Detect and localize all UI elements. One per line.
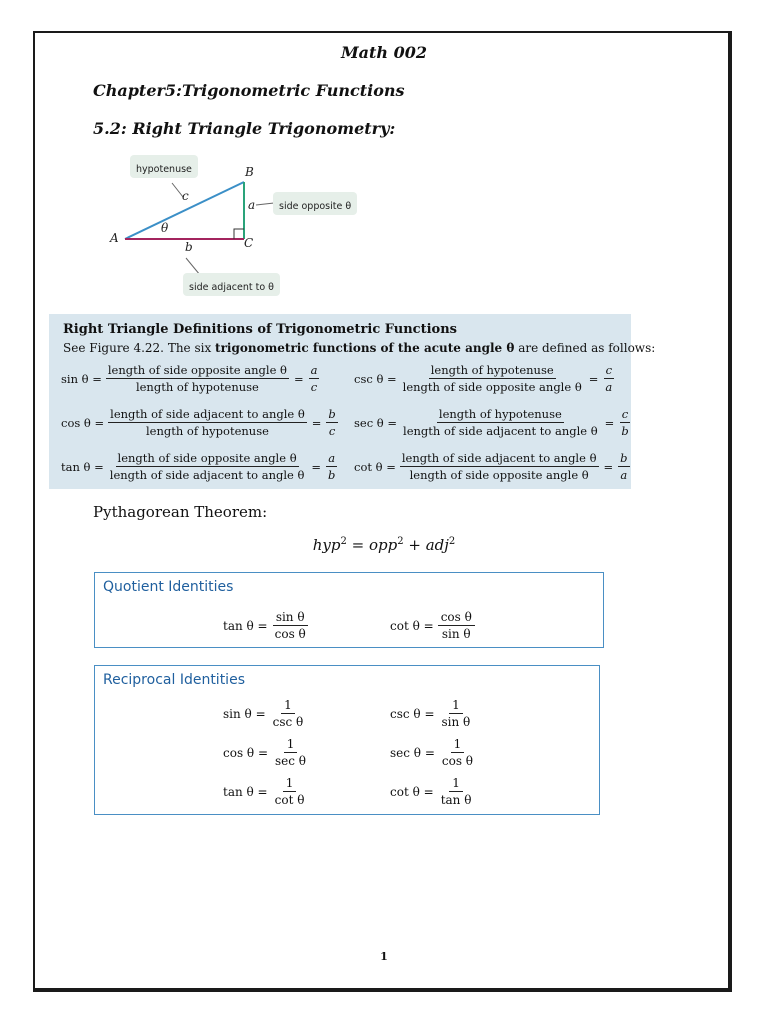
def-csc-rnum: c bbox=[605, 363, 613, 377]
reciprocal-identities-box bbox=[94, 665, 600, 815]
r-tan-num: 1 bbox=[283, 776, 297, 792]
section-heading: 5.2: Right Triangle Trigonometry: bbox=[93, 119, 396, 138]
def-cos-rnum: b bbox=[328, 407, 336, 421]
adjacent-label-pill bbox=[183, 273, 280, 296]
r-csc-num: 1 bbox=[449, 698, 463, 714]
pyth-adj: adj bbox=[425, 536, 449, 554]
r-cot-den: tan θ bbox=[440, 793, 472, 807]
r-sin-den: csc θ bbox=[272, 715, 304, 729]
r-sec-lhs: sec θ = bbox=[390, 745, 435, 760]
def-sec-rden: b bbox=[621, 424, 629, 438]
def-tan-words bbox=[108, 451, 307, 482]
definition-tan: tan θ = $\frac{\text{length of side opposite angle θ}}{\text{length of side adjacent to angle θ}}$ = $\frac{a}{b}$ bbox=[61, 451, 336, 482]
def-cot-lhs: cot θ = bbox=[354, 459, 396, 474]
def-cos-ratio bbox=[326, 407, 337, 438]
reciprocal-tan bbox=[223, 776, 307, 807]
chapter-heading: Chapter5:Trigonometric Functions bbox=[93, 81, 405, 100]
def-cot-rden: a bbox=[620, 468, 628, 482]
side-a-label: a bbox=[248, 198, 256, 212]
def-cot-rnum: b bbox=[620, 451, 628, 465]
side-c-label: c bbox=[182, 189, 189, 203]
pythagorean-formula: hyp$^2$ = opp$^2$ + adj$^2$ bbox=[312, 536, 456, 554]
def-sec-ratio bbox=[619, 407, 630, 438]
def-cot-ratio bbox=[618, 451, 629, 482]
vertex-b: B bbox=[245, 165, 254, 179]
q-tan-lhs: tan θ = bbox=[223, 618, 268, 633]
definition-sin: sin θ = $\frac{\text{length of side opposite angle θ}}{\text{length of hypotenuse}}$ = $\frac{a}{c}$ bbox=[61, 363, 318, 394]
r-cot-num: 1 bbox=[449, 776, 463, 792]
reciprocal-cos bbox=[223, 737, 309, 768]
r-csc-frac bbox=[439, 698, 474, 729]
opposite-pointer bbox=[256, 203, 274, 205]
page-number: 1 bbox=[380, 950, 388, 963]
definition-sec: sec θ = $\frac{\text{length of hypotenuse}}{\text{length of side adjacent to angle θ}}$ = $\frac{c}{b}$ bbox=[354, 407, 629, 438]
def-cos-rden: c bbox=[328, 424, 336, 438]
q-tan-num: sin θ bbox=[273, 610, 308, 626]
def-tan-ratio bbox=[326, 451, 337, 482]
side-opposite-label: side opposite θ bbox=[279, 201, 352, 212]
q-tan-den: cos θ bbox=[274, 627, 306, 641]
r-cos-lhs: cos θ = bbox=[223, 745, 269, 760]
quotient-cot bbox=[390, 610, 475, 641]
hypotenuse-label: hypotenuse bbox=[136, 164, 192, 175]
def-cot-den: length of side opposite angle θ bbox=[409, 468, 589, 482]
definitions-box bbox=[49, 314, 656, 489]
def-csc-ratio bbox=[603, 363, 614, 394]
def-cot-num: length of side adjacent to angle θ bbox=[401, 451, 597, 465]
def-sin-lhs: sin θ = bbox=[61, 371, 102, 386]
def-sin-den: length of hypotenuse bbox=[135, 380, 259, 394]
reciprocal-identities-title: Reciprocal Identities bbox=[103, 672, 245, 688]
definitions-intro bbox=[63, 341, 655, 355]
quotient-identities-title: Quotient Identities bbox=[103, 579, 234, 595]
def-tan-rnum: a bbox=[328, 451, 336, 465]
pyth-exp-2: 2 bbox=[397, 536, 404, 547]
def-cot-words bbox=[400, 451, 599, 482]
def-cos-lhs: cos θ = bbox=[61, 415, 105, 430]
def-sec-words bbox=[401, 407, 600, 438]
reciprocal-cot bbox=[390, 776, 474, 807]
intro-post: are defined as follows: bbox=[514, 341, 656, 355]
r-cot-frac bbox=[438, 776, 475, 807]
r-tan-frac bbox=[272, 776, 308, 807]
def-sin-rnum: a bbox=[310, 363, 318, 377]
reciprocal-sin bbox=[223, 698, 306, 729]
reciprocal-sec bbox=[390, 737, 476, 768]
theta-label: θ bbox=[161, 221, 169, 235]
def-csc-words bbox=[401, 363, 584, 394]
r-sec-den: cos θ bbox=[441, 754, 474, 768]
quotient-identities-box bbox=[94, 572, 604, 648]
course-title: Math 002 bbox=[340, 43, 428, 62]
quotient-tan bbox=[223, 610, 309, 641]
r-sec-num: 1 bbox=[451, 737, 465, 753]
def-csc-rden: a bbox=[605, 380, 613, 394]
def-cos-num: length of side adjacent to angle θ bbox=[110, 407, 305, 421]
intro-bold: trigonometric functions of the acute angle θ bbox=[215, 341, 515, 355]
r-sin-frac bbox=[270, 698, 307, 729]
vertex-a: A bbox=[110, 231, 119, 245]
triangle-diagram bbox=[0, 0, 768, 310]
side-adjacent-label: side adjacent to θ bbox=[189, 282, 274, 293]
pyth-opp: opp bbox=[368, 536, 398, 554]
q-cot-lhs: cot θ = bbox=[390, 618, 434, 633]
pyth-exp-3: 2 bbox=[448, 536, 456, 547]
reciprocal-csc bbox=[390, 698, 473, 729]
def-csc-den: length of side opposite angle θ bbox=[402, 380, 582, 394]
r-sin-num: 1 bbox=[281, 698, 295, 714]
def-tan-rden: b bbox=[328, 468, 336, 482]
def-sin-words bbox=[106, 363, 289, 394]
def-sec-num: length of hypotenuse bbox=[438, 407, 562, 421]
r-csc-lhs: csc θ = bbox=[390, 706, 435, 721]
def-cos-words bbox=[108, 407, 307, 438]
right-angle-marker bbox=[234, 229, 244, 239]
r-tan-den: cot θ bbox=[274, 793, 305, 807]
definition-cos: cos θ = $\frac{\text{length of side adjacent to angle θ}}{\text{length of hypotenuse}}$ = $\frac{b}{c}$ bbox=[61, 407, 336, 438]
definitions-title: Right Triangle Definitions of Trigonometric Functions bbox=[63, 322, 457, 337]
def-sec-rnum: c bbox=[621, 407, 629, 421]
def-sin-num: length of side opposite angle θ bbox=[107, 363, 287, 377]
def-csc-lhs: csc θ = bbox=[354, 371, 397, 386]
def-csc-num: length of hypotenuse bbox=[430, 363, 554, 377]
r-cot-lhs: cot θ = bbox=[390, 784, 434, 799]
def-tan-lhs: tan θ = bbox=[61, 459, 104, 474]
definition-csc: csc θ = $\frac{\text{length of hypotenuse}}{\text{length of side opposite angle θ}}$ = $\frac{c}{a}$ bbox=[354, 363, 613, 394]
r-cos-den: sec θ bbox=[275, 754, 307, 768]
side-b-label: b bbox=[185, 240, 193, 254]
r-cos-num: 1 bbox=[284, 737, 298, 753]
def-sin-ratio bbox=[309, 363, 320, 394]
pythagorean-label: Pythagorean Theorem: bbox=[93, 503, 268, 521]
r-tan-lhs: tan θ = bbox=[223, 784, 268, 799]
vertex-c: C bbox=[244, 236, 254, 250]
pyth-exp-1: 2 bbox=[340, 536, 347, 547]
def-cos-den: length of hypotenuse bbox=[146, 424, 269, 438]
q-cot-den: sin θ bbox=[441, 627, 471, 641]
def-sec-den: length of side adjacent to angle θ bbox=[403, 424, 598, 438]
def-sin-rden: c bbox=[310, 380, 318, 394]
def-sec-lhs: sec θ = bbox=[354, 415, 398, 430]
pyth-hyp: hyp bbox=[312, 536, 341, 554]
definition-cot: cot θ = $\frac{\text{length of side adjacent to angle θ}}{\text{length of side opposite angle θ}}$ = $\frac{b}{a}$ bbox=[354, 451, 628, 482]
q-tan-frac bbox=[272, 610, 309, 641]
opposite-label-pill bbox=[273, 192, 357, 215]
intro-pre: See Figure 4.22. The six bbox=[63, 341, 216, 355]
r-csc-den: sin θ bbox=[441, 715, 471, 729]
def-tan-den: length of side adjacent to angle θ bbox=[109, 468, 305, 482]
hypotenuse-label-pill bbox=[130, 155, 198, 178]
r-cos-frac bbox=[272, 737, 309, 768]
r-sec-frac bbox=[439, 737, 476, 768]
r-sin-lhs: sin θ = bbox=[223, 706, 266, 721]
q-cot-frac bbox=[438, 610, 475, 641]
def-tan-num: length of side opposite angle θ bbox=[117, 451, 297, 465]
q-cot-num: cos θ bbox=[438, 610, 475, 626]
